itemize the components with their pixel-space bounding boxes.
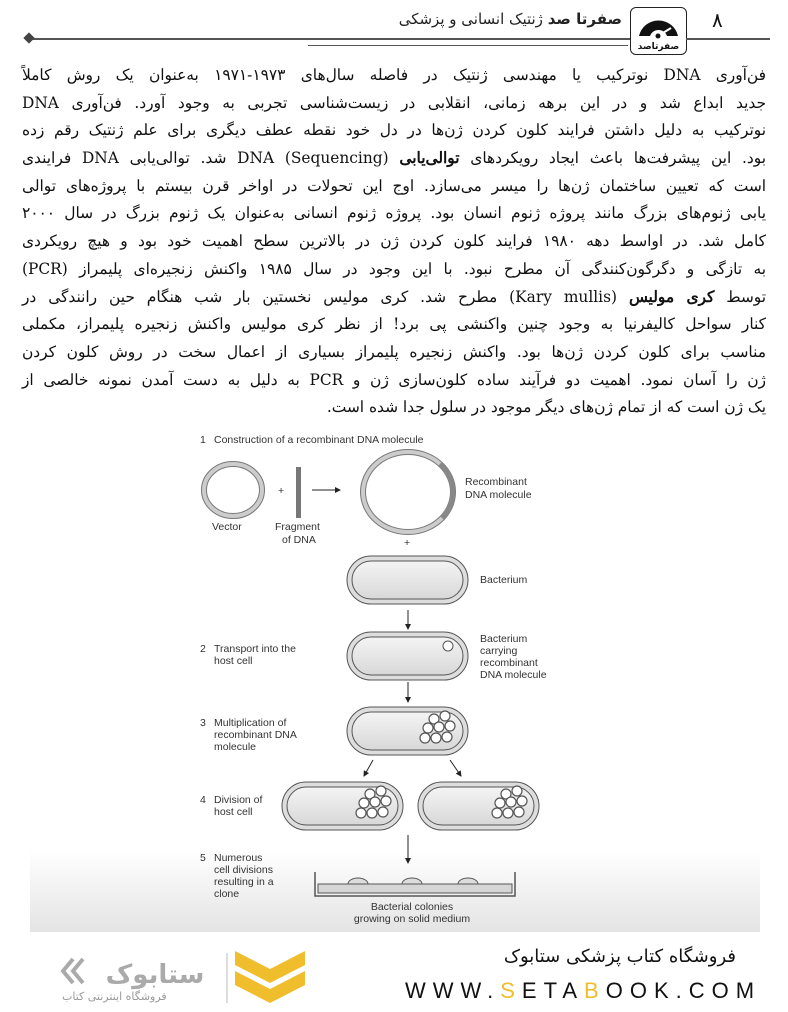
step-5-label-1: Numerous — [214, 852, 263, 864]
url-part: OOK.COM — [605, 978, 762, 1003]
step-3-label-3: molecule — [214, 741, 257, 753]
text-segment: یک ژن است که از تمام ژن‌های دیگر موجود در سلول جدا شده است. — [326, 398, 766, 417]
text-segment: بود. این پیشرفت‌ها باعث ایجاد رویکردهای — [459, 149, 766, 168]
carrying-label-4: DNA molecule — [480, 669, 547, 681]
step-2-label-1: Transport into the — [214, 643, 296, 655]
book-title-rest: ژنتیک انسانی و پزشکی — [398, 10, 543, 28]
text-line — [22, 394, 766, 422]
step-3-label-1: Multiplication of — [214, 717, 287, 729]
chevron-logo-icon — [235, 951, 305, 1003]
plasmid-dot — [443, 641, 453, 651]
text-line — [22, 339, 766, 367]
cloning-diagram — [190, 430, 590, 930]
bold-term: توالی‌یابی — [399, 149, 460, 168]
url-part: ETA — [521, 978, 585, 1003]
fragment-label-1: Fragment — [275, 521, 320, 533]
carrying-label-2: carrying — [480, 645, 518, 657]
text-line — [22, 311, 766, 339]
step-2-label-2: host cell — [214, 655, 253, 667]
book-title — [399, 10, 622, 28]
text-segment: کامل شد. در اواسط دهه ۱۹۸۰ فرایند کلون کردن ژن در بالاترین سطح اهمیت خود بود و هیچ رویکردی — [22, 232, 766, 251]
arrow-down-left-icon — [364, 760, 373, 776]
logo-subtitle: فروشگاه اینترنتی کتاب — [62, 990, 167, 1003]
step-3-label-2: recombinant DNA — [214, 729, 297, 741]
double-chevron-icon — [63, 959, 83, 983]
step-4-label-1: Division of — [214, 794, 263, 806]
text-line — [22, 90, 766, 118]
text-line — [22, 367, 766, 395]
store-url[interactable] — [405, 978, 761, 1004]
plus-sign-2: + — [404, 537, 411, 549]
text-segment: مناسب برای کلون کردن ژن‌ها بود. واکنش زنجیره پلیمراز بسیاری از اعمال سخت در روش کلون کردن — [22, 342, 766, 361]
step-4-number: 4 — [200, 794, 206, 806]
recombinant-label-2: DNA molecule — [465, 489, 532, 501]
text-line — [22, 228, 766, 256]
text-line — [22, 284, 766, 312]
colonies-label-2: growing on solid medium — [353, 913, 471, 925]
bold-term: کری مولیس — [628, 287, 715, 306]
dna-fragment — [296, 467, 301, 518]
text-segment: فن‌آوری DNA نوترکیب یا مهندسی ژنتیک در فاصله سال‌های ۱۹۷۳-۱۹۷۱ به‌عنوان یک روش کاملاً — [22, 66, 766, 84]
step-2-number: 2 — [200, 643, 206, 655]
step-4-label-2: host cell — [214, 806, 253, 818]
store-name: فروشگاه کتاب پزشکی ستابوک — [503, 946, 736, 967]
text-segment: نوترکیب به دلیل داشتن فرایند کلون کردن ژن‌ها در دل خود نقطه عطف دیگری برای علم ژنتیک رقم زده — [22, 121, 766, 140]
text-line — [22, 145, 766, 173]
step-5-number: 5 — [200, 852, 206, 864]
step-5-label-3: resulting in a — [214, 876, 274, 888]
url-part: WWW. — [405, 978, 501, 1003]
text-segment: جدید ابداع شد و در این برهه زمانی، انقلابی در زیست‌شناسی تجربی به وجود آورد. فن‌آوری DNA — [22, 93, 766, 112]
step-5-label-4: clone — [214, 888, 240, 900]
arrow-down-right-icon — [450, 760, 461, 776]
plus-sign: + — [278, 485, 285, 497]
text-line — [22, 117, 766, 145]
gauge-icon — [631, 8, 686, 40]
header-rule-right — [686, 38, 770, 40]
carrying-label-3: recombinant — [480, 657, 538, 669]
book-logo — [630, 7, 687, 55]
text-segment: به تازگی و دگرگون‌کنندگی آن مطرح نبود. با این وجود در سال ۱۹۸۵ واکنش زنجیره‌ای پلیمراز (PCR) — [22, 259, 767, 278]
url-part: B — [584, 978, 606, 1003]
text-line — [22, 62, 766, 90]
page-number: ۸ — [712, 8, 723, 32]
text-segment: DNA (Sequencing) شد. توالی‌یابی DNA فرایندی — [22, 149, 400, 168]
petri-dish — [315, 872, 515, 896]
step-1-label: Construction of a recombinant DNA molecule — [214, 434, 424, 446]
text-line — [22, 173, 766, 201]
text-segment: توسط — [714, 287, 767, 306]
bacterium-label: Bacterium — [480, 574, 528, 586]
text-segment: ژن را آسان نمود. اهمیت دو فرآیند ساده کلون‌سازی ژن و PCR به دلیل به دست آمدن نمونه خالصی از — [22, 370, 766, 389]
recombinant-label-1: Recombinant — [465, 476, 527, 488]
step-3-number: 3 — [200, 717, 206, 729]
step-1-number: 1 — [200, 434, 206, 446]
url-part: S — [500, 978, 522, 1003]
header-subrule — [308, 45, 628, 46]
text-segment: است که تعیین ساختمان ژن‌ها را میسر می‌سازد. اوج این تحولات در اواخر قرن بیستم با پروژه‌های توالی — [22, 176, 766, 195]
logo-text: صفرتاصد — [637, 42, 680, 52]
body-paragraph — [22, 62, 766, 422]
header-rule — [30, 38, 630, 40]
diamond-icon — [23, 32, 34, 43]
bacterium-with-plasmid — [347, 632, 468, 680]
text-segment: (Kary mullis) مطرح شد. کری مولیس نخستین بار شب هنگام حین رانندگی در — [22, 287, 629, 306]
carrying-label-1: Bacterium — [480, 633, 528, 645]
book-title-bold: صفرتا صد — [547, 10, 622, 28]
step-5-label-2: cell divisions — [214, 864, 273, 876]
text-line — [22, 200, 766, 228]
colonies-label-1: Bacterial colonies — [370, 901, 454, 913]
vector-label: Vector — [212, 521, 242, 533]
fragment-label-2: of DNA — [282, 534, 316, 546]
logo-wordmark: ستابوک — [105, 960, 205, 990]
text-segment: کنار سواحل کالیفرنیا به وجود چنین واکنشی پی برد! از نظر کری مولیس واکنش زنجیره پلیمراز، مکملی — [22, 315, 766, 334]
text-line — [22, 256, 766, 284]
text-segment: یابی ژنوم‌های بزرگ مانند پروژه ژنوم انسان بود. پروژه ژنوم انسانی به‌عنوان یک ژنوم بزرگ در سال ۲۰۰۰ — [22, 204, 766, 223]
bacterium-cell — [347, 556, 468, 604]
